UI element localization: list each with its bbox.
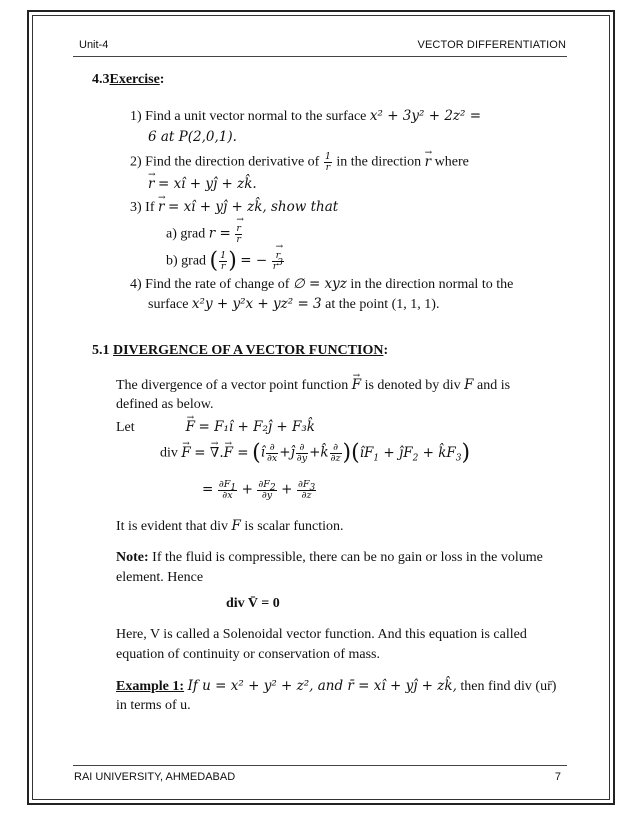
q2-prefix: 2) Find the direction derivative of <box>130 154 320 170</box>
div-v-zero-equation: div V̄ = 0 <box>226 596 280 611</box>
footer-institution: RAI UNIVERSITY, AHMEDABAD <box>74 771 236 783</box>
exercise-q1-line2 <box>148 129 237 146</box>
note-line2: element. Hence <box>116 570 204 585</box>
q1-equation-part1: x² + 3y² + 2z² = <box>369 108 482 124</box>
q3a-label: a) grad <box>166 226 206 242</box>
q2-fraction-one-over-r: $\frac{1}{r}$ <box>324 151 331 173</box>
exercise-q3-line1 <box>130 199 338 216</box>
q4-function: ∅ = xyz <box>292 276 347 292</box>
q2-equation: = xî + yĵ + zk̂. <box>157 176 257 192</box>
footer-divider <box>73 765 567 766</box>
intro-text-b: is denoted by div <box>364 378 461 393</box>
divergence-number: 5.1 <box>92 343 110 358</box>
divergence-title: DIVERGENCE OF A VECTOR FUNCTION <box>113 343 384 358</box>
q4-line2-prefix: surface <box>148 297 189 312</box>
q2-suffix: where <box>434 154 469 170</box>
q1-prefix: 1) Find a unit vector normal to the surface <box>130 109 367 124</box>
example-label: Example 1: <box>116 679 185 694</box>
q3-vector-r: → r <box>158 199 164 215</box>
solenoidal-line1: Here, V is called a Solenoidal vector function. And this equation is called <box>116 627 527 642</box>
scalar-F: F <box>464 377 474 393</box>
evident-text-b: is scalar function. <box>244 519 344 534</box>
exercise-number: 4.3 <box>92 72 110 87</box>
intro-text-c: and is <box>477 378 511 393</box>
q2-vector-r: → r <box>425 154 431 170</box>
q3b-fraction-r-vec-over-r-cubed: → $\frac{r}{r^3}$ <box>272 251 284 272</box>
let-label: Let <box>116 420 135 435</box>
q3b-label: b) grad <box>166 253 207 269</box>
q3a-equation: r = <box>208 225 231 242</box>
divergence-intro-line2: defined as below. <box>116 397 214 412</box>
example-line1 <box>116 678 556 695</box>
intro-text-a: The divergence of a vector point function <box>116 378 349 393</box>
q2-vector-r-def: → r <box>148 176 154 192</box>
vector-F: → F <box>352 377 361 393</box>
example-text-a: If u = x² + y² + z², and r̄ = xî + yĵ + zk̂, <box>187 678 457 694</box>
let-F-definition: = F₁î + F₂ĵ + F₃k̂ <box>198 419 315 435</box>
q2-mid: in the direction <box>336 154 422 170</box>
divergence-heading: 5.1 DIVERGENCE OF A VECTOR FUNCTION: <box>92 343 389 358</box>
q4-prefix: 4) Find the rate of change of <box>130 277 290 292</box>
q3a-fraction-r-vec-over-r: → $\frac{r}{r}$ <box>235 224 242 245</box>
header-unit: Unit-4 <box>79 39 109 51</box>
evident-line: It is evident that div F is scalar function. <box>116 518 344 534</box>
header-title: VECTOR DIFFERENTIATION <box>417 39 566 51</box>
evident-text-a: It is evident that div <box>116 519 228 534</box>
div-vector-F: → F <box>181 445 190 461</box>
exercise-heading: 4.3Exercise: <box>92 72 165 87</box>
example-line2: in terms of u. <box>116 698 191 713</box>
footer-page-number: 7 <box>554 771 561 783</box>
exercise-q4-line1 <box>130 276 513 293</box>
q1-equation-part2: 6 at P(2,0,1). <box>148 129 237 145</box>
note-label: Note: <box>116 550 149 565</box>
q3-equation: = xî + yĵ + zk̂, show that <box>167 199 339 215</box>
q4-suffix: in the direction normal to the <box>350 277 514 292</box>
q4-surface-equation: x²y + y²x + yz² = 3 <box>191 296 322 312</box>
q4-line2-suffix: at the point (1, 1, 1). <box>325 297 440 312</box>
let-line <box>116 419 315 436</box>
exercise-q4-line2 <box>148 296 439 313</box>
q3b-fraction-one-over-r: $\frac{1}{r}$ <box>220 250 227 272</box>
exercise-q1-line1 <box>130 108 481 125</box>
note-text: If the fluid is compressible, there can be no gain or loss in the volume <box>152 550 543 565</box>
note-line1 <box>116 550 543 566</box>
div-definition-line: div → F = → ∇.→ F = (î $\frac{\partial}{\partial x}$ +ĵ $\frac{\partial}{\partial y}$ +k̂ $\frac{\partial}{\partial z}$ )($îF_1$ + $ĵF_2$ + $k̂F_3$) <box>160 443 470 464</box>
q3-prefix: 3) If <box>130 200 155 215</box>
div-result-line: = $\frac{\partial F_1}{\partial x}$ + $\frac{\partial F_2}{\partial y}$ + $\frac{\partial F_3}{\partial z}$ <box>202 479 316 501</box>
exercise-title: Exercise <box>109 72 160 87</box>
div-label: div <box>160 445 178 461</box>
exercise-q3b: b) grad ( $\frac{1}{r}$ ) = − → $\frac{r}{r^3}$ <box>166 251 285 272</box>
divergence-intro-line1 <box>116 377 510 394</box>
example-text-b: then find div (ur̄) <box>460 679 557 694</box>
exercise-q3a <box>166 224 243 245</box>
let-vector-F: → F <box>186 419 195 435</box>
exercise-q2-line1 <box>130 152 469 173</box>
header-divider <box>73 56 567 57</box>
solenoidal-line2: equation of continuity or conservation of mass. <box>116 647 380 662</box>
